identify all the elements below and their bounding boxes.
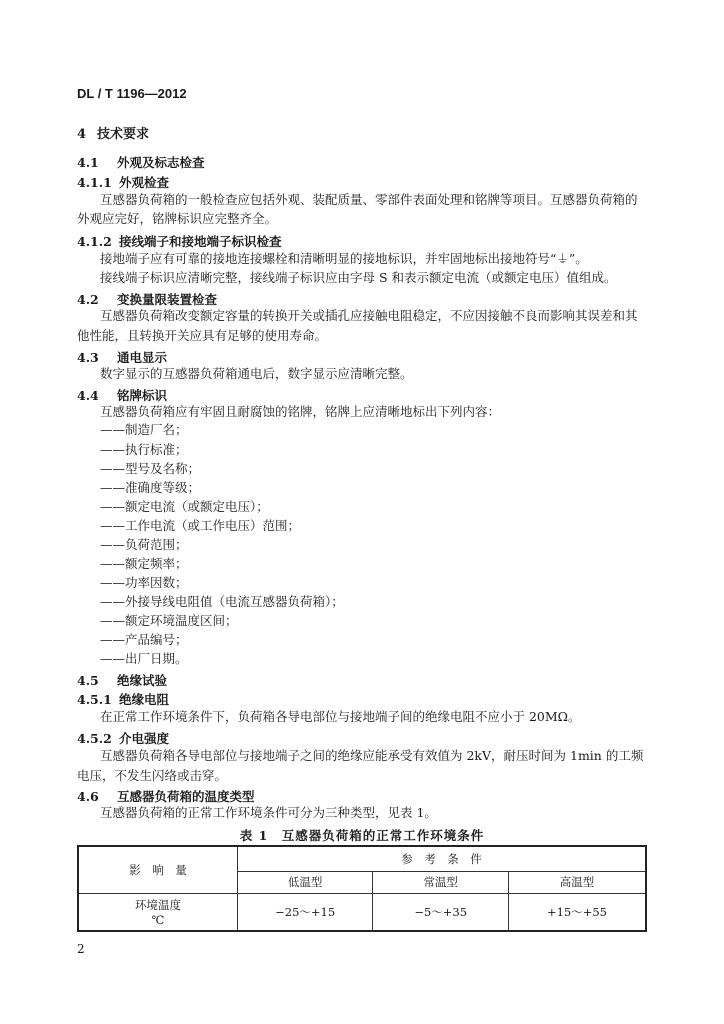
header-reference-conditions: 参 考 条 件 <box>237 846 646 871</box>
table-row <box>78 893 646 931</box>
paragraph: 互感器负荷箱改变额定容量的转换开关或插孔应接触电阻稳定，不应因接触不良而影响其误差和其 <box>100 308 638 323</box>
section-title: 通电显示 <box>117 350 168 365</box>
header-influence-quantity: 影 响 量 <box>78 846 237 893</box>
environment-conditions-table <box>77 845 647 932</box>
header-normal-temp-type: 常温型 <box>373 871 509 893</box>
paragraph: 外观应完好，铭牌标识应完整齐全。 <box>77 211 278 226</box>
section-title: 技术要求 <box>97 127 150 142</box>
paragraph: 互感器负荷箱各导电部位与接地端子之间的绝缘应能承受有效值为 2kV，耐压时间为 1min 的工频 <box>100 748 644 763</box>
section-number: 4 <box>77 127 87 142</box>
table-cell: −25～+15 <box>237 893 373 931</box>
paragraph: 电压，不发生闪络或击穿。 <box>77 768 228 783</box>
list-item: ——型号及名称； <box>100 461 201 476</box>
section-number: 4.1.2 <box>77 234 112 249</box>
section-title: 接线端子和接地端子标识检查 <box>119 234 282 249</box>
section-title: 外观及标志检查 <box>117 155 205 170</box>
section-4-5-1-heading <box>77 690 169 708</box>
section-title: 介电强度 <box>119 731 170 746</box>
section-4-1-2-heading <box>77 232 282 250</box>
list-item: ——额定环境温度区间； <box>100 613 238 628</box>
section-title: 绝缘试验 <box>117 673 168 688</box>
table-cell: −5～+35 <box>373 893 509 931</box>
paragraph: 接地端子应有可靠的接地连接螺栓和清晰明显的接地标识，并牢固地标出接地符号“⏚”。 <box>100 251 588 266</box>
section-number: 4.6 <box>77 789 99 804</box>
section-number: 4.5 <box>77 673 99 688</box>
paragraph: 他性能，且转换开关应具有足够的使用寿命。 <box>77 328 328 343</box>
row-label-ambient-temperature <box>78 893 237 931</box>
paragraph: 互感器负荷箱的一般检查应包括外观、装配质量、零部件表面处理和铭牌等项目。互感器负荷箱的 <box>100 192 638 207</box>
section-4-5-2-heading <box>77 729 169 747</box>
list-item: ——产品编号； <box>100 632 188 647</box>
document-header: DL / T 1196—2012 <box>77 86 187 101</box>
row-label-text: 环境温度 <box>134 897 181 912</box>
section-number: 4.3 <box>77 350 99 365</box>
section-title: 绝缘电阻 <box>119 692 170 707</box>
header-high-temp-type: 高温型 <box>508 871 646 893</box>
section-4-1-heading <box>77 153 205 171</box>
section-number: 4.1 <box>77 155 99 170</box>
table-cell: +15～+55 <box>508 893 646 931</box>
paragraph: 互感器负荷箱的正常工作环境条件可分为三种类型，见表 1。 <box>100 805 437 820</box>
header-low-temp-type: 低温型 <box>237 871 373 893</box>
list-item: ——执行标准； <box>100 442 188 457</box>
page-number: 2 <box>77 942 85 956</box>
list-item: ——额定电流（或额定电压）； <box>100 499 269 514</box>
section-title: 变换量限装置检查 <box>117 292 218 307</box>
table-caption: 表 1 互感器负荷箱的正常工作环境条件 <box>239 828 485 843</box>
list-item: ——额定频率； <box>100 556 188 571</box>
list-item: ——外接导线电阻值（电流互感器负荷箱）； <box>100 594 344 609</box>
list-item: ——制造厂名； <box>100 422 188 437</box>
paragraph: 数字显示的互感器负荷箱通电后，数字显示应清晰完整。 <box>100 366 413 381</box>
list-item: ——功率因数； <box>100 575 188 590</box>
list-item: ——准确度等级； <box>100 480 201 495</box>
section-number: 4.1.1 <box>77 175 112 190</box>
section-number: 4.5.1 <box>77 692 112 707</box>
section-4-1-1-heading <box>77 173 169 191</box>
paragraph: 互感器负荷箱应有牢固且耐腐蚀的铭牌，铭牌上应清晰地标出下列内容： <box>100 404 501 419</box>
row-label-unit: ℃ <box>151 912 165 927</box>
paragraph: 接线端子标识应清晰完整，接线端子标识应由字母 S 和表示额定电流（或额定电压）值组成。 <box>100 270 617 285</box>
section-title: 互感器负荷箱的温度类型 <box>117 789 255 804</box>
list-item: ——出厂日期。 <box>100 651 188 666</box>
list-item: ——工作电流（或工作电压）范围； <box>100 518 301 533</box>
section-4-5-heading <box>77 671 167 689</box>
section-title: 铭牌标识 <box>117 388 168 403</box>
section-number: 4.4 <box>77 388 99 403</box>
list-item: ——负荷范围； <box>100 537 188 552</box>
section-4-heading <box>77 123 149 142</box>
section-number: 4.5.2 <box>77 731 112 746</box>
paragraph: 在正常工作环境条件下，负荷箱各导电部位与接地端子间的绝缘电阻不应小于 20MΩ。 <box>100 709 581 724</box>
section-title: 外观检查 <box>119 175 170 190</box>
section-number: 4.2 <box>77 292 99 307</box>
